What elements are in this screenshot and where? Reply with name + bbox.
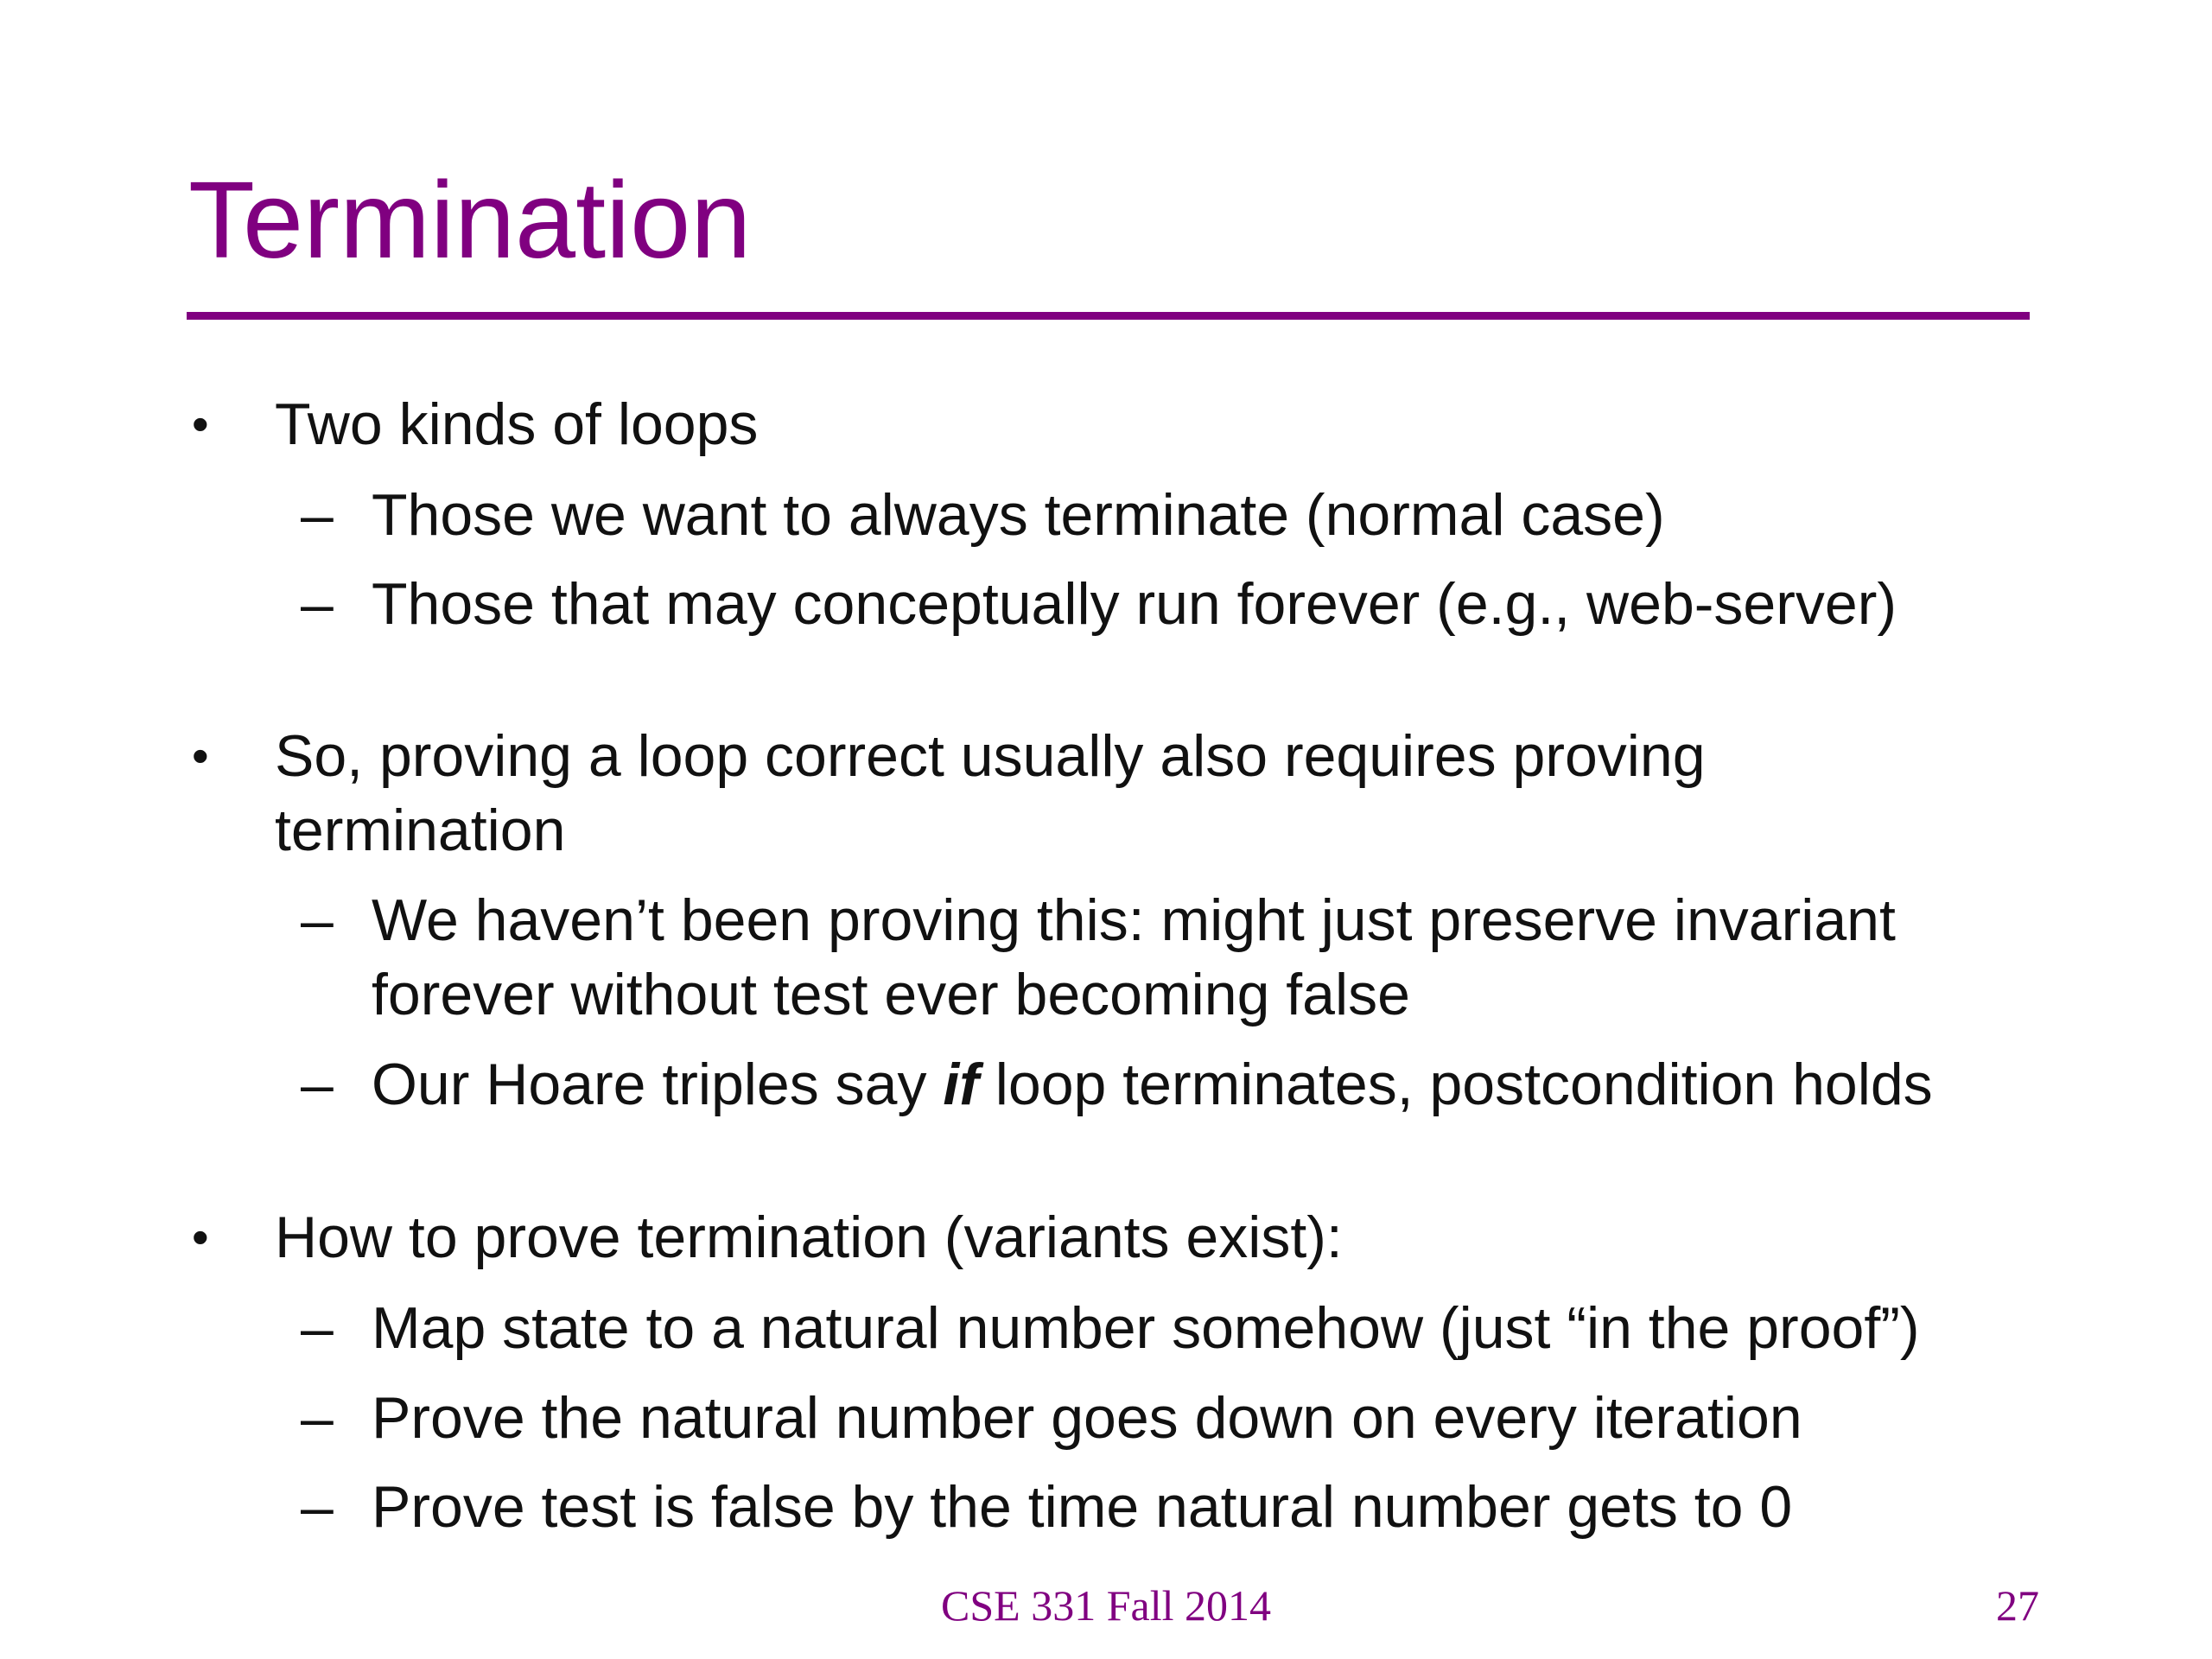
sub-bullet-text: We haven’t been proving this: might just preserve invariant forever without test ever becoming false bbox=[372, 887, 1896, 1027]
sub-bullet-text bbox=[372, 1047, 2048, 1122]
sub-bullet-text: Those we want to always terminate (normal case) bbox=[372, 482, 1665, 548]
emphasis-if: if bbox=[943, 1052, 979, 1117]
bullet-text: How to prove termination (variants exist): bbox=[275, 1205, 1343, 1270]
bullet-marker: • bbox=[192, 1210, 209, 1264]
sub-bullet-text-after: loop terminates, postcondition holds bbox=[978, 1052, 1933, 1117]
bullet-marker: • bbox=[192, 728, 209, 783]
sub-bullet-text: Prove test is false by the time natural number gets to 0 bbox=[372, 1474, 1793, 1540]
bullet-text: So, proving a loop correct usually also requires proving termination bbox=[275, 723, 1706, 863]
slide-footer: CSE 331 Fall 2014 bbox=[941, 1581, 1271, 1630]
sub-bullet-text-before: Our Hoare triples say bbox=[372, 1052, 944, 1117]
sub-bullet-marker: – bbox=[301, 887, 334, 953]
title-divider bbox=[187, 312, 2030, 320]
slide-title: Termination bbox=[188, 159, 752, 281]
bullet-marker: • bbox=[192, 397, 209, 451]
sub-bullet-text: Those that may conceptually run forever (e.g., web-server) bbox=[372, 571, 1897, 637]
bullet-text: Two kinds of loops bbox=[275, 391, 759, 457]
sub-bullet-marker: – bbox=[301, 1295, 334, 1361]
sub-bullet-text: Prove the natural number goes down on every iteration bbox=[372, 1385, 1802, 1451]
sub-bullet-marker: – bbox=[301, 482, 334, 548]
sub-bullet-marker: – bbox=[301, 1385, 334, 1451]
sub-bullet-marker: – bbox=[301, 1474, 334, 1540]
sub-bullet-marker: – bbox=[301, 1052, 334, 1117]
sub-bullet-text: Map state to a natural number somehow (just “in the proof”) bbox=[372, 1295, 1920, 1361]
sub-bullet-marker: – bbox=[301, 571, 334, 637]
page-number: 27 bbox=[1996, 1581, 2039, 1630]
